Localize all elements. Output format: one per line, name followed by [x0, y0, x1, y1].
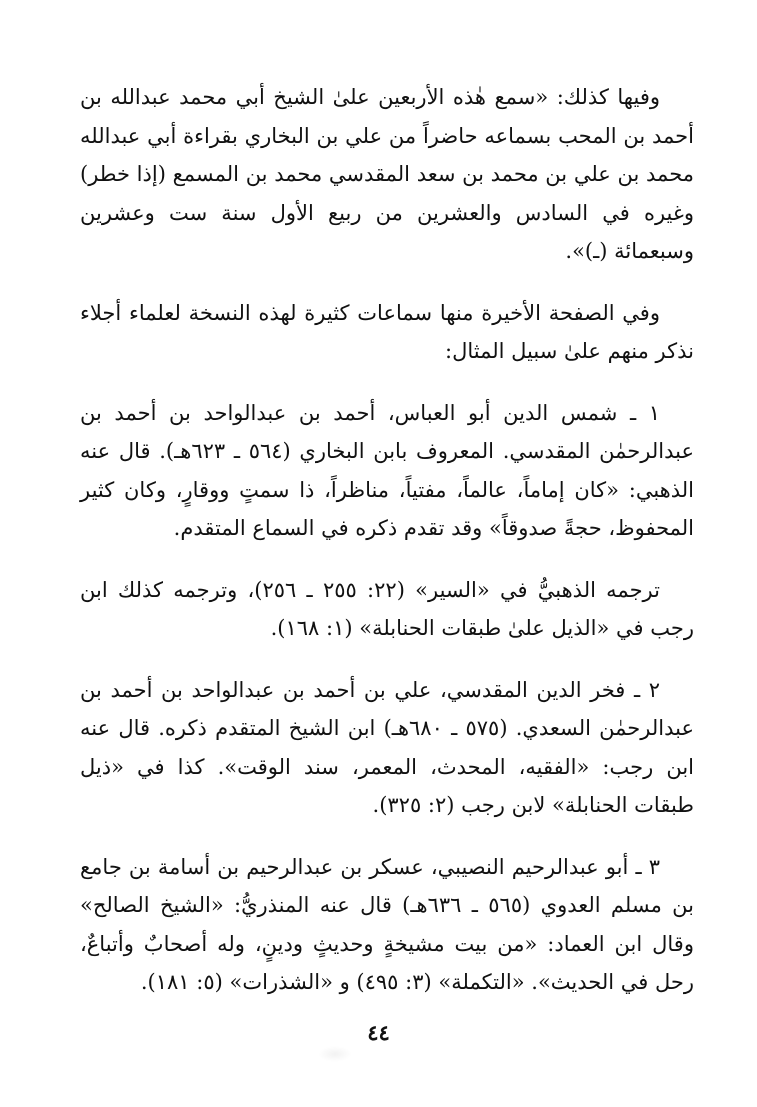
paragraph-last-page-intro: وفي الصفحة الأخيرة منها سماعات كثيرة لهذه النسخة لعلماء أجلاء نذكر منهم علىٰ سبيل المثال: — [80, 300, 694, 363]
paragraph-sama-note: وفيها كذلك: «سمع هٰذه الأربعين علىٰ الشيخ أبي محمد عبدالله بن أحمد بن المحب بسماعه حاضراً من علي بن البخاري بقراءة أبي عبدالله محمد بن علي بن محمد بن سعد المقدسي محمد بن المسمع (إذا خطر) وغيره في السادس والعشرين من ربيع الأول سنة ست وعشرين وسبعمائة (ـ)». — [80, 85, 694, 263]
page-body-text — [80, 78, 694, 1002]
page-number: ٤٤ — [367, 1020, 390, 1045]
paragraph-entry-2: ٢ ـ فخر الدين المقدسي، علي بن أحمد بن عبدالواحد بن أحمد بن عبدالرحمٰن السعدي. (٥٧٥ ـ ٦٨٠هـ) ابن الشيخ المتقدم ذكره. قال عنه ابن رجب: «الفقيه، المحدث، المعمر، سند الوقت». كذا في «ذيل طبقات الحنابلة» لابن رجب (٢: ٣٢٥). — [80, 677, 694, 817]
paper-smudge — [318, 1046, 352, 1062]
paragraph-entry-1: ١ ـ شمس الدين أبو العباس، أحمد بن عبدالواحد بن أحمد بن عبدالرحمٰن المقدسي. المعروف بابن البخاري (٥٦٤ ـ ٦٢٣هـ). قال عنه الذهبي: «كان إماماً، عالماً، مفتياً، مناظراً، ذا سمتٍ ووقارٍ، وكان كثير المحفوظ، حجةً صدوقاً» وقد تقدم ذكره في السماع المتقدم. — [80, 400, 694, 540]
paragraph-entry-3: ٣ ـ أبو عبدالرحيم النصيبي، عسكر بن عبدالرحيم بن أسامة بن جامع بن مسلم العدوي (٥٦٥ ـ ٦٣٦هـ) قال عنه المنذريُّ: «الشيخ الصالح» وقال ابن العماد: «من بيت مشيخةٍ وحديثٍ ودينٍ، وله أصحابٌ وأتباعٌ، رحل في الحديث». «التكملة» (٣: ٤٩٥) و «الشذرات» (٥: ١٨١). — [80, 854, 694, 994]
paragraph-entry-1-references: ترجمه الذهبيُّ في «السير» (٢٢: ٢٥٥ ـ ٢٥٦)، وترجمه كذلك ابن رجب في «الذيل علىٰ طبقات الحنابلة» (١: ١٦٨). — [80, 577, 694, 640]
